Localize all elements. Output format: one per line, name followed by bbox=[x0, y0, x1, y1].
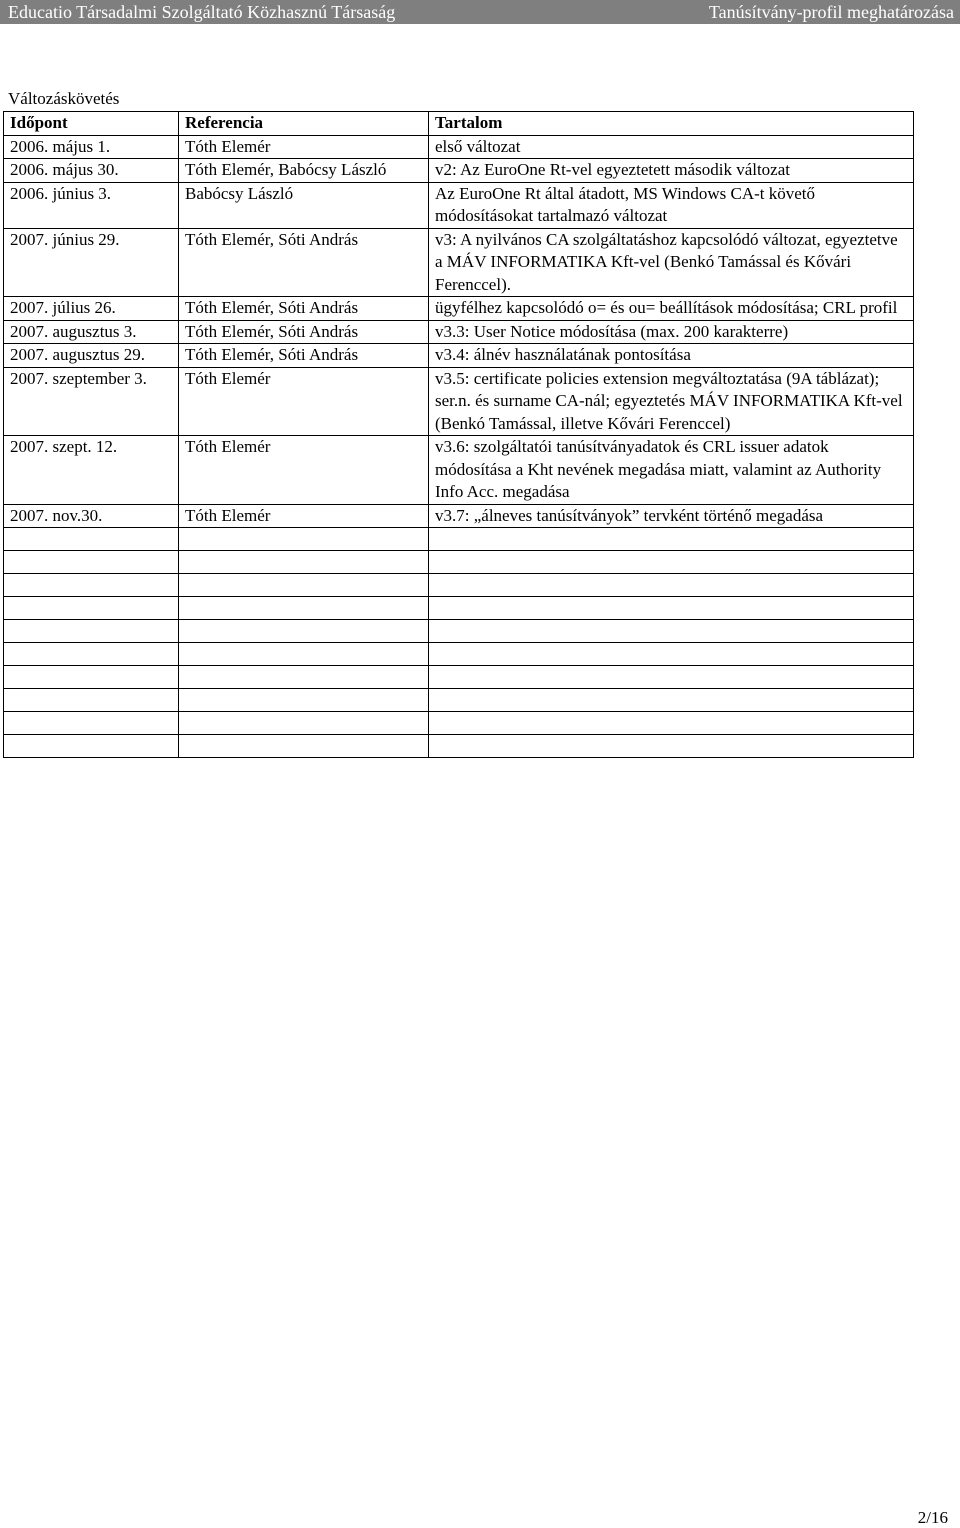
table-row bbox=[4, 367, 914, 436]
empty-cell bbox=[4, 666, 179, 689]
empty-cell bbox=[179, 528, 429, 551]
date-cell: 2007. nov.30. bbox=[4, 504, 179, 528]
empty-cell bbox=[429, 643, 914, 666]
content-cell: v3.3: User Notice módosítása (max. 200 karakterre) bbox=[429, 320, 914, 344]
empty-cell bbox=[179, 597, 429, 620]
date-cell: 2007. június 29. bbox=[4, 228, 179, 297]
content-cell: v3.7: „álneves tanúsítványok” tervként történő megadása bbox=[429, 504, 914, 528]
column-header-content: Tartalom bbox=[429, 112, 914, 136]
empty-table-row bbox=[4, 666, 914, 689]
table-header-row bbox=[4, 112, 914, 136]
table-row bbox=[4, 297, 914, 321]
empty-cell bbox=[429, 735, 914, 758]
change-log-table bbox=[3, 111, 914, 758]
content-cell: v3.5: certificate policies extension megváltoztatása (9A táblázat); ser.n. és surname CA-nál; egyeztetés MÁV INFORMATIKA Kft-vel (Benkó Tamással, illetve Kővári Ferenccel) bbox=[429, 367, 914, 436]
empty-cell bbox=[429, 574, 914, 597]
content-cell: v3: A nyilvános CA szolgáltatáshoz kapcsolódó változat, egyeztetve a MÁV INFORMATIKA Kft-vel (Benkó Tamással és Kővári Ferenccel). bbox=[429, 228, 914, 297]
empty-cell bbox=[179, 574, 429, 597]
empty-cell bbox=[429, 551, 914, 574]
reference-cell: Tóth Elemér bbox=[179, 436, 429, 505]
reference-cell: Tóth Elemér, Sóti András bbox=[179, 297, 429, 321]
date-cell: 2007. szeptember 3. bbox=[4, 367, 179, 436]
empty-cell bbox=[429, 620, 914, 643]
empty-table-row bbox=[4, 712, 914, 735]
empty-cell bbox=[4, 597, 179, 620]
reference-cell: Tóth Elemér, Sóti András bbox=[179, 344, 429, 368]
reference-cell: Tóth Elemér, Sóti András bbox=[179, 228, 429, 297]
content-cell: v3.4: álnév használatának pontosítása bbox=[429, 344, 914, 368]
reference-cell: Tóth Elemér bbox=[179, 135, 429, 159]
empty-table-row bbox=[4, 551, 914, 574]
empty-cell bbox=[429, 597, 914, 620]
empty-cell bbox=[179, 666, 429, 689]
content-cell: ügyfélhez kapcsolódó o= és ou= beállítások módosítása; CRL profil bbox=[429, 297, 914, 321]
empty-cell bbox=[4, 551, 179, 574]
empty-table-row bbox=[4, 528, 914, 551]
date-cell: 2006. május 30. bbox=[4, 159, 179, 183]
date-cell: 2007. augusztus 29. bbox=[4, 344, 179, 368]
document-title: Tanúsítvány-profil meghatározása bbox=[708, 2, 954, 22]
column-header-date: Időpont bbox=[4, 112, 179, 136]
empty-cell bbox=[4, 574, 179, 597]
table-row bbox=[4, 159, 914, 183]
date-cell: 2007. szept. 12. bbox=[4, 436, 179, 505]
table-row bbox=[4, 135, 914, 159]
page-header bbox=[0, 0, 960, 24]
date-cell: 2007. augusztus 3. bbox=[4, 320, 179, 344]
page-number: 2/16 bbox=[917, 1508, 948, 1527]
empty-cell bbox=[4, 528, 179, 551]
reference-cell: Tóth Elemér bbox=[179, 504, 429, 528]
empty-cell bbox=[179, 712, 429, 735]
table-row bbox=[4, 182, 914, 228]
empty-table-row bbox=[4, 643, 914, 666]
empty-cell bbox=[429, 712, 914, 735]
table-row bbox=[4, 320, 914, 344]
content-cell: első változat bbox=[429, 135, 914, 159]
empty-cell bbox=[4, 735, 179, 758]
table-row bbox=[4, 436, 914, 505]
table-row bbox=[4, 504, 914, 528]
table-row bbox=[4, 344, 914, 368]
empty-table-row bbox=[4, 574, 914, 597]
content-cell: v2: Az EuroOne Rt-vel egyeztetett második változat bbox=[429, 159, 914, 183]
reference-cell: Tóth Elemér, Babócsy László bbox=[179, 159, 429, 183]
empty-cell bbox=[4, 712, 179, 735]
reference-cell: Tóth Elemér bbox=[179, 367, 429, 436]
reference-cell: Tóth Elemér, Sóti András bbox=[179, 320, 429, 344]
empty-table-row bbox=[4, 620, 914, 643]
column-header-reference: Referencia bbox=[179, 112, 429, 136]
organization-name: Educatio Társadalmi Szolgáltató Közhasznú Társaság bbox=[8, 2, 396, 22]
table-row bbox=[4, 228, 914, 297]
empty-table-row bbox=[4, 735, 914, 758]
content-cell: Az EuroOne Rt által átadott, MS Windows CA-t követő módosításokat tartalmazó változat bbox=[429, 182, 914, 228]
empty-table-row bbox=[4, 597, 914, 620]
empty-cell bbox=[179, 551, 429, 574]
empty-cell bbox=[4, 643, 179, 666]
empty-table-row bbox=[4, 689, 914, 712]
empty-cell bbox=[179, 735, 429, 758]
empty-cell bbox=[429, 528, 914, 551]
empty-cell bbox=[179, 643, 429, 666]
empty-cell bbox=[429, 666, 914, 689]
empty-cell bbox=[179, 620, 429, 643]
section-title: Változáskövetés bbox=[8, 89, 120, 108]
reference-cell: Babócsy László bbox=[179, 182, 429, 228]
empty-cell bbox=[4, 689, 179, 712]
date-cell: 2007. július 26. bbox=[4, 297, 179, 321]
empty-cell bbox=[429, 689, 914, 712]
empty-cell bbox=[4, 620, 179, 643]
content-cell: v3.6: szolgáltatói tanúsítványadatok és CRL issuer adatok módosítása a Kht nevének megadása miatt, valamint az Authority Info Acc. megadása bbox=[429, 436, 914, 505]
date-cell: 2006. június 3. bbox=[4, 182, 179, 228]
empty-cell bbox=[179, 689, 429, 712]
date-cell: 2006. május 1. bbox=[4, 135, 179, 159]
